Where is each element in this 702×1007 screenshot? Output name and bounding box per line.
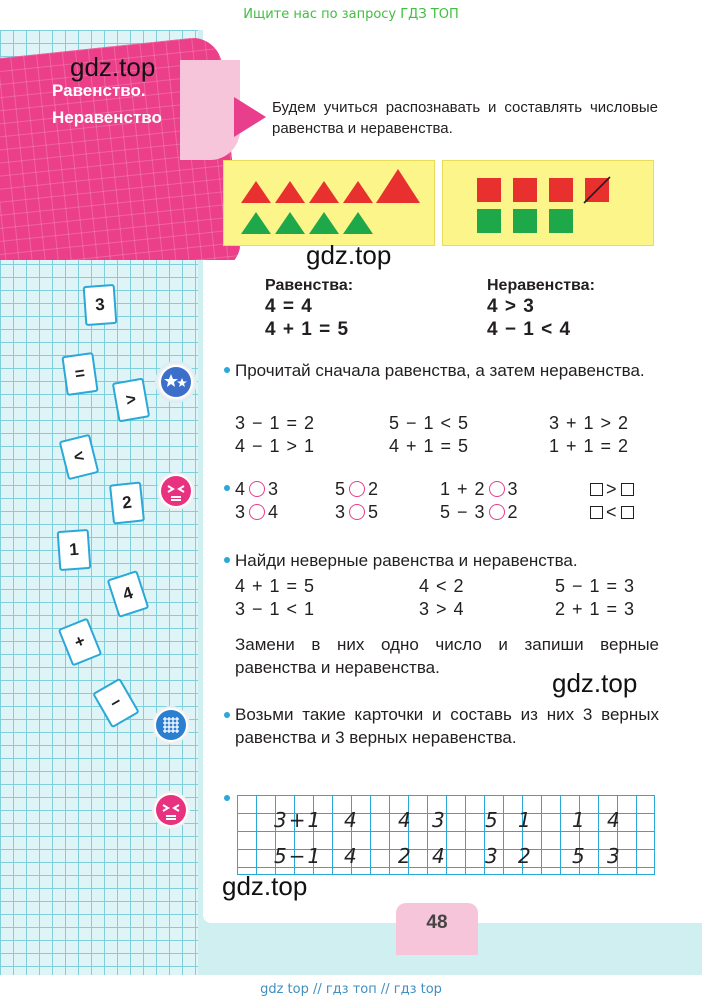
- green-triangle-icon: [241, 212, 271, 234]
- comparison-right: 3: [507, 479, 519, 499]
- page-title-line-1: Равенство.: [52, 81, 146, 100]
- top-banner: Ищите нас по запросу ГДЗ ТОП: [243, 7, 459, 22]
- card-equals: =: [61, 352, 98, 396]
- comparison: [440, 502, 519, 523]
- comparison-left: 4: [235, 479, 247, 499]
- box-comparison: [587, 502, 637, 523]
- big-red-triangle-icon: [376, 169, 420, 203]
- task-1-text: Прочитай сначала равенства, а затем неравенства.: [235, 361, 645, 380]
- handwritten-number: 3: [432, 808, 447, 832]
- compare-circle[interactable]: [349, 481, 365, 497]
- red-square-crossed-icon: [585, 178, 609, 202]
- think-face-icon: [152, 791, 190, 829]
- bullet: [224, 712, 230, 718]
- card-3: 3: [83, 284, 118, 326]
- comparison-right: 3: [268, 479, 280, 499]
- expression: 1 + 1 = 2: [549, 436, 630, 456]
- handwritten-number: 5: [572, 844, 587, 868]
- title-tab-light: [180, 60, 240, 160]
- comparison-right: 4: [268, 502, 280, 522]
- comparison: [235, 479, 279, 500]
- comparison-right: 2: [507, 502, 519, 522]
- card-1: 1: [57, 529, 92, 571]
- handwritten-number: 3: [607, 844, 622, 868]
- compare-circle[interactable]: [249, 481, 265, 497]
- page-title-line-2: Неравенство: [52, 108, 162, 127]
- compare-circle[interactable]: [489, 504, 505, 520]
- handwritten-number: 4: [432, 844, 447, 868]
- green-triangle-icon: [309, 212, 339, 234]
- compare-circle[interactable]: [489, 481, 505, 497]
- comparison-left: 1 + 2: [440, 479, 486, 499]
- comparison: [335, 479, 379, 500]
- handwritten-expression: 3+1: [274, 808, 323, 832]
- inequality: 4 − 1 < 4: [487, 319, 572, 340]
- expression: 4 + 1 = 5: [235, 576, 316, 596]
- equality: 4 = 4: [265, 296, 313, 317]
- handwritten-expression: 5−1: [274, 844, 323, 868]
- task-3-text: Найди неверные равенства и неравенства.: [235, 551, 578, 570]
- green-triangle-icon: [275, 212, 305, 234]
- bullet: [224, 795, 230, 801]
- comparison-left: 3: [235, 502, 247, 522]
- comparison-sign: >: [606, 479, 618, 499]
- expression: 3 − 1 = 2: [235, 413, 316, 433]
- red-triangle-icon: [275, 181, 305, 203]
- expression: 3 + 1 > 2: [549, 413, 630, 433]
- task-4-text: Возьми такие карточки и составь из них 3 верных равенства и 3 верных неравенства.: [235, 705, 659, 747]
- handwritten-number: 4: [344, 844, 359, 868]
- red-triangle-icon: [241, 181, 271, 203]
- handwritten-number: 1: [518, 808, 533, 832]
- red-square-icon: [549, 178, 573, 202]
- handwritten-number: 1: [572, 808, 587, 832]
- card-4: 4: [107, 570, 150, 618]
- task-3-instruction: Замени в них одно число и запиши верные равенства и неравенства.: [235, 635, 659, 677]
- intro-triangle-icon: [234, 97, 266, 137]
- handwritten-number: 2: [398, 844, 413, 868]
- comparison-left: 5: [335, 479, 347, 499]
- handwritten-number: 2: [518, 844, 533, 868]
- red-square-icon: [513, 178, 537, 202]
- expression: 5 − 1 < 5: [389, 413, 470, 433]
- triangles-panel: [223, 160, 435, 246]
- bullet: [224, 485, 230, 491]
- think-face-graphic: [159, 474, 193, 508]
- grid-icon: [152, 706, 190, 744]
- bullet: [224, 557, 230, 563]
- green-triangle-icon: [343, 212, 373, 234]
- inequality: 4 > 3: [487, 296, 535, 317]
- handwritten-number: 4: [344, 808, 359, 832]
- empty-box[interactable]: [590, 506, 603, 519]
- watermark: gdz.top: [552, 668, 638, 698]
- expression: 3 − 1 < 1: [235, 599, 316, 619]
- comparison: [335, 502, 379, 523]
- stars-icon: [157, 363, 195, 401]
- comparison-right: 2: [368, 479, 380, 499]
- empty-box[interactable]: [621, 506, 634, 519]
- think-face-icon: [157, 472, 195, 510]
- expression: 5 − 1 = 3: [555, 576, 636, 596]
- expression: 4 < 2: [419, 576, 465, 596]
- box-comparison: [587, 479, 637, 500]
- intro-text: Будем учиться распознавать и составлять числовые равенства и неравенства.: [272, 99, 658, 137]
- card-minus: −: [92, 678, 140, 729]
- card-plus: +: [58, 617, 103, 666]
- stars-icon-graphic: [159, 365, 193, 399]
- green-square-icon: [513, 209, 537, 233]
- expression: 4 − 1 > 1: [235, 436, 316, 456]
- card-less: <: [59, 434, 100, 481]
- handwritten-number: 3: [485, 844, 500, 868]
- expression: 2 + 1 = 3: [555, 599, 636, 619]
- comparison: [235, 502, 279, 523]
- handwritten-number: 4: [398, 808, 413, 832]
- card-2: 2: [109, 481, 145, 524]
- grid-icon-graphic: [154, 708, 188, 742]
- compare-circle[interactable]: [349, 504, 365, 520]
- page-number: 48: [426, 912, 448, 933]
- handwritten-number: 5: [485, 808, 500, 832]
- comparison-left: 5 − 3: [440, 502, 486, 522]
- think-face-graphic: [154, 793, 188, 827]
- comparison-right: 5: [368, 502, 380, 522]
- red-triangle-icon: [343, 181, 373, 203]
- watermark: gdz.top: [70, 52, 156, 82]
- red-square-icon: [477, 178, 501, 202]
- comparison: [440, 479, 519, 500]
- green-square-icon: [477, 209, 501, 233]
- empty-box[interactable]: [621, 483, 634, 496]
- green-square-icon: [549, 209, 573, 233]
- cross-stroke-icon: [582, 175, 612, 205]
- red-triangle-icon: [309, 181, 339, 203]
- comparison-sign: <: [606, 502, 618, 522]
- inequalities-label: Неравенства:: [487, 277, 595, 294]
- equality: 4 + 1 = 5: [265, 319, 350, 340]
- comparison-left: 3: [335, 502, 347, 522]
- bullet: [224, 367, 230, 373]
- squares-panel: [442, 160, 654, 246]
- watermark: gdz.top: [222, 871, 308, 901]
- expression: 4 + 1 = 5: [389, 436, 470, 456]
- handwritten-number: 4: [607, 808, 622, 832]
- card-greater: >: [112, 378, 150, 423]
- compare-circle[interactable]: [249, 504, 265, 520]
- watermark: gdz.top: [306, 240, 392, 270]
- bottom-banner: gdz top // гдз топ // гдз top: [260, 982, 442, 997]
- empty-box[interactable]: [590, 483, 603, 496]
- equalities-label: Равенства:: [265, 277, 354, 294]
- expression: 3 > 4: [419, 599, 465, 619]
